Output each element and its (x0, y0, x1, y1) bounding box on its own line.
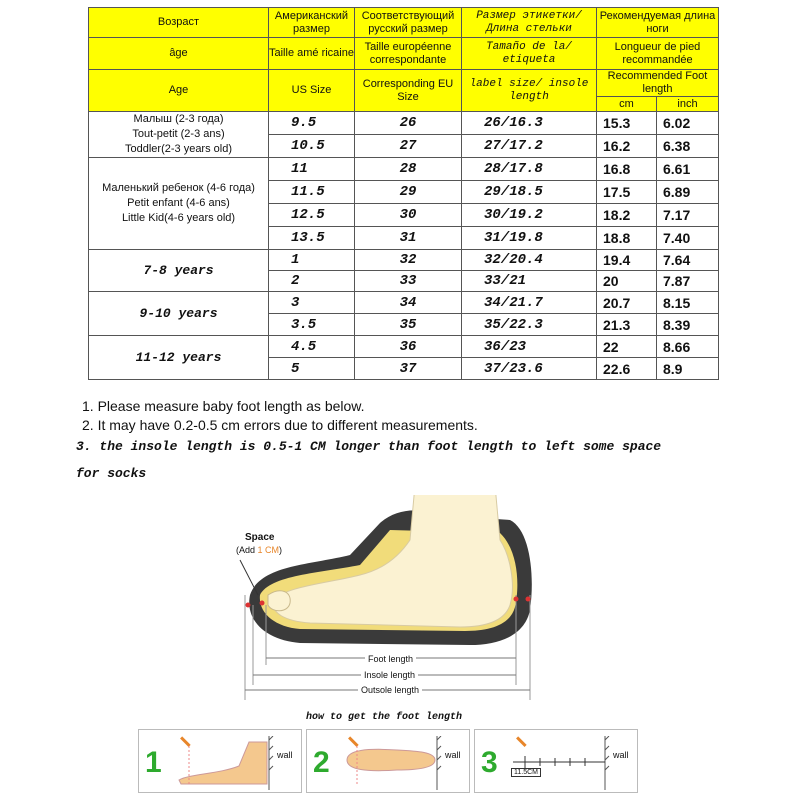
age-group-line: 11-12 years (135, 350, 222, 365)
eu-size-cell: 35 (355, 314, 462, 336)
foot-inch-cell: 8.39 (657, 314, 719, 336)
header-eu-en: Corresponding EU Size (355, 70, 462, 112)
header-age-ru: Возраст (89, 8, 269, 38)
foot-inch-cell: 6.02 (657, 112, 719, 135)
insole-length-label: Insole length (361, 670, 418, 680)
foot-cm-cell: 19.4 (597, 250, 657, 271)
header-foot-en: Recommended Foot length (597, 70, 719, 97)
wall-label-3: wall (613, 750, 629, 760)
step-number-3: 3 (481, 746, 498, 779)
foot-inch-cell: 8.15 (657, 292, 719, 314)
foot-cm-cell: 18.2 (597, 204, 657, 227)
foot-cm-cell: 17.5 (597, 181, 657, 204)
eu-size-cell: 28 (355, 158, 462, 181)
header-label-ru: Размер этикетки/ Длина стельки (462, 8, 597, 38)
foot-inch-cell: 6.38 (657, 135, 719, 158)
foot-inch-cell: 8.9 (657, 358, 719, 380)
label-size-cell: 29/18.5 (462, 181, 597, 204)
note-2: 2. It may have 0.2-0.5 cm errors due to different measurements. (82, 417, 478, 433)
foot-cm-cell: 21.3 (597, 314, 657, 336)
label-size-cell: 36/23 (462, 336, 597, 358)
label-size-cell: 26/16.3 (462, 112, 597, 135)
table-body (89, 112, 719, 380)
note-1: 1. Please measure baby foot length as below. (82, 398, 365, 414)
eu-size-cell: 29 (355, 181, 462, 204)
header-eu-ru: Соответствующий русский размер (355, 8, 462, 38)
us-size-cell: 5 (269, 358, 355, 380)
table-row (89, 292, 719, 314)
space-add-suffix: ) (279, 545, 283, 555)
eu-size-cell: 26 (355, 112, 462, 135)
age-group-cell (89, 250, 269, 292)
header-unit-inch: inch (657, 97, 719, 112)
header-us-en: US Size (269, 70, 355, 112)
note-3-line1: 3. the insole length is 0.5-1 CM longer than foot length to left some space (76, 439, 662, 454)
eu-size-cell: 30 (355, 204, 462, 227)
label-size-cell: 32/20.4 (462, 250, 597, 271)
foot-length-label: Foot length (365, 654, 416, 664)
step-number-2: 2 (313, 746, 330, 779)
us-size-cell: 2 (269, 271, 355, 292)
label-size-cell: 35/22.3 (462, 314, 597, 336)
us-size-cell: 10.5 (269, 135, 355, 158)
foot-cm-cell: 16.2 (597, 135, 657, 158)
foot-cm-cell: 20 (597, 271, 657, 292)
space-add-note (236, 545, 282, 555)
label-size-cell: 33/21 (462, 271, 597, 292)
step-panel-2 (306, 729, 470, 793)
step-panel-1 (138, 729, 302, 793)
wall-label-1: wall (277, 750, 293, 760)
header-us-ru: Американский размер (269, 8, 355, 38)
space-add-value: 1 CM (257, 545, 280, 555)
us-size-cell: 4.5 (269, 336, 355, 358)
table-row (89, 112, 719, 135)
eu-size-cell: 34 (355, 292, 462, 314)
us-size-cell: 13.5 (269, 227, 355, 250)
age-group-line: Малыш (2-3 года) (133, 113, 224, 125)
foot-top-icon (337, 736, 467, 790)
foot-inch-cell: 6.89 (657, 181, 719, 204)
label-size-cell: 34/21.7 (462, 292, 597, 314)
header-row-fr (89, 38, 719, 70)
foot-cm-cell: 22.6 (597, 358, 657, 380)
step-panel-3 (474, 729, 638, 793)
foot-inch-cell: 7.87 (657, 271, 719, 292)
howto-caption: how to get the foot length (306, 712, 463, 723)
header-eu-fr: Taille européenne correspondante (355, 38, 462, 70)
table-row (89, 336, 719, 358)
eu-size-cell: 27 (355, 135, 462, 158)
eu-size-cell: 31 (355, 227, 462, 250)
header-label-en: label size/ insole length (462, 70, 597, 112)
foot-side-icon (169, 736, 299, 790)
age-group-cell (89, 112, 269, 158)
age-group-line: Toddler(2-3 years old) (125, 143, 232, 155)
age-group-cell (89, 336, 269, 380)
label-size-cell: 37/23.6 (462, 358, 597, 380)
note-3-line2: for socks (76, 466, 147, 481)
table-row (89, 250, 719, 271)
age-group-cell (89, 292, 269, 336)
foot-cm-cell: 16.8 (597, 158, 657, 181)
age-group-cell (89, 158, 269, 250)
us-size-cell: 1 (269, 250, 355, 271)
label-size-cell: 31/19.8 (462, 227, 597, 250)
us-size-cell: 11.5 (269, 181, 355, 204)
header-unit-cm: cm (597, 97, 657, 112)
age-group-line: Little Kid(4-6 years old) (121, 212, 236, 224)
age-group-line: Маленький ребенок (4-6 года) (102, 182, 255, 194)
us-size-cell: 3 (269, 292, 355, 314)
eu-size-cell: 37 (355, 358, 462, 380)
eu-size-cell: 32 (355, 250, 462, 271)
header-age-fr: âge (89, 38, 269, 70)
ruler-reading: 11.5CM (511, 768, 541, 777)
header-us-fr: Taille amé ricaine (269, 38, 355, 70)
eu-size-cell: 33 (355, 271, 462, 292)
us-size-cell: 9.5 (269, 112, 355, 135)
header-row-ru (89, 8, 719, 38)
foot-inch-cell: 7.17 (657, 204, 719, 227)
label-size-cell: 28/17.8 (462, 158, 597, 181)
size-chart-table (88, 7, 719, 380)
header-label-fr: Tamaño de la/ etiqueta (462, 38, 597, 70)
age-group-line: 9-10 years (139, 306, 218, 321)
space-add-prefix: (Add (236, 545, 258, 555)
wall-label-2: wall (445, 750, 461, 760)
label-size-cell: 27/17.2 (462, 135, 597, 158)
step-number-1: 1 (145, 746, 162, 779)
age-group-line: 7-8 years (143, 263, 214, 278)
table-row (89, 158, 719, 181)
header-foot-ru: Рекомендуемая длина ноги (597, 8, 719, 38)
foot-inch-cell: 7.40 (657, 227, 719, 250)
header-foot-fr: Longueur de pied recommandée (597, 38, 719, 70)
foot-cm-cell: 20.7 (597, 292, 657, 314)
age-group-line: Petit enfant (4-6 ans) (127, 197, 230, 209)
foot-inch-cell: 6.61 (657, 158, 719, 181)
space-label: Space (245, 532, 275, 543)
outsole-length-label: Outsole length (358, 685, 422, 695)
age-group-line: Tout-petit (2-3 ans) (132, 128, 225, 140)
foot-inch-cell: 7.64 (657, 250, 719, 271)
label-size-cell: 30/19.2 (462, 204, 597, 227)
foot-inch-cell: 8.66 (657, 336, 719, 358)
header-row-en (89, 70, 719, 97)
us-size-cell: 12.5 (269, 204, 355, 227)
foot-cm-cell: 18.8 (597, 227, 657, 250)
us-size-cell: 3.5 (269, 314, 355, 336)
foot-cm-cell: 15.3 (597, 112, 657, 135)
foot-cm-cell: 22 (597, 336, 657, 358)
us-size-cell: 11 (269, 158, 355, 181)
header-age-en: Age (89, 70, 269, 112)
eu-size-cell: 36 (355, 336, 462, 358)
ruler-icon (505, 736, 635, 790)
